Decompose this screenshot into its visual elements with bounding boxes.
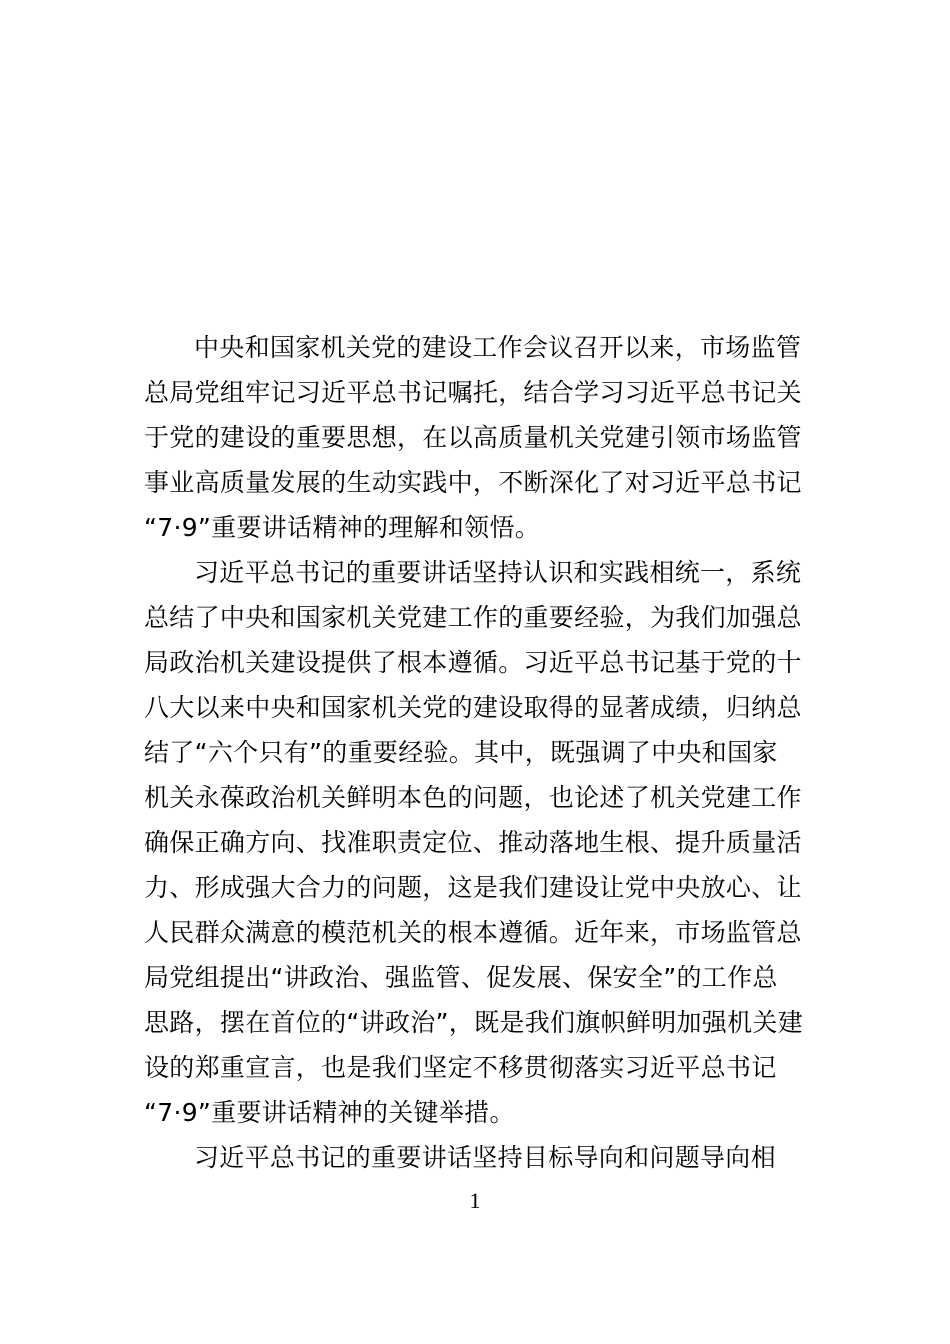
text-line: 机关永葆政治机关鲜明本色的问题，也论述了机关党建工作	[144, 783, 802, 812]
text-line: 事业高质量发展的生动实践中，不断深化了对习近平总书记	[144, 468, 802, 497]
text-line: “7·9”重要讲话精神的理解和领悟。	[144, 513, 541, 542]
text-line: 设的郑重宣言，也是我们坚定不移贯彻落实习近平总书记	[144, 1053, 777, 1082]
text-line: 力、形成强大合力的问题，这是我们建设让党中央放心、让	[144, 873, 802, 902]
text-line: “7·9”重要讲话精神的关键举措。	[144, 1098, 515, 1127]
text-line: 总局党组牢记习近平总书记嘱托，结合学习习近平总书记关	[144, 378, 802, 407]
text-line: 确保正确方向、找准职责定位、推动落地生根、提升质量活	[144, 828, 802, 857]
paragraph-3	[144, 1135, 808, 1180]
text-line: 于党的建设的重要思想，在以高质量机关党建引领市场监管	[144, 423, 802, 452]
text-line: 思路，摆在首位的“讲政治”，既是我们旗帜鲜明加强机关建	[144, 1008, 804, 1037]
text-line: 八大以来中央和国家机关党的建设取得的显著成绩，归纳总	[144, 693, 802, 722]
text-line: 人民群众满意的模范机关的根本遵循。近年来，市场监管总	[144, 918, 802, 947]
text-line: 局党组提出“讲政治、强监管、促发展、保安全”的工作总	[144, 963, 778, 992]
text-line: 总结了中央和国家机关党建工作的重要经验，为我们加强总	[144, 603, 802, 632]
text-line: 结了“六个只有”的重要经验。其中，既强调了中央和国家	[144, 738, 778, 767]
text-line: 局政治机关建设提供了根本遵循。习近平总书记基于党的十	[144, 648, 802, 677]
body-text	[144, 325, 808, 1180]
text-line: 习近平总书记的重要讲话坚持认识和实践相统一，系统	[194, 558, 802, 587]
page-number: 1	[469, 1188, 481, 1213]
paragraph-2	[144, 550, 808, 1135]
paragraph-1	[144, 325, 808, 550]
text-line: 习近平总书记的重要讲话坚持目标导向和问题导向相	[194, 1143, 776, 1172]
text-line: 中央和国家机关党的建设工作会议召开以来，市场监管	[194, 333, 802, 362]
